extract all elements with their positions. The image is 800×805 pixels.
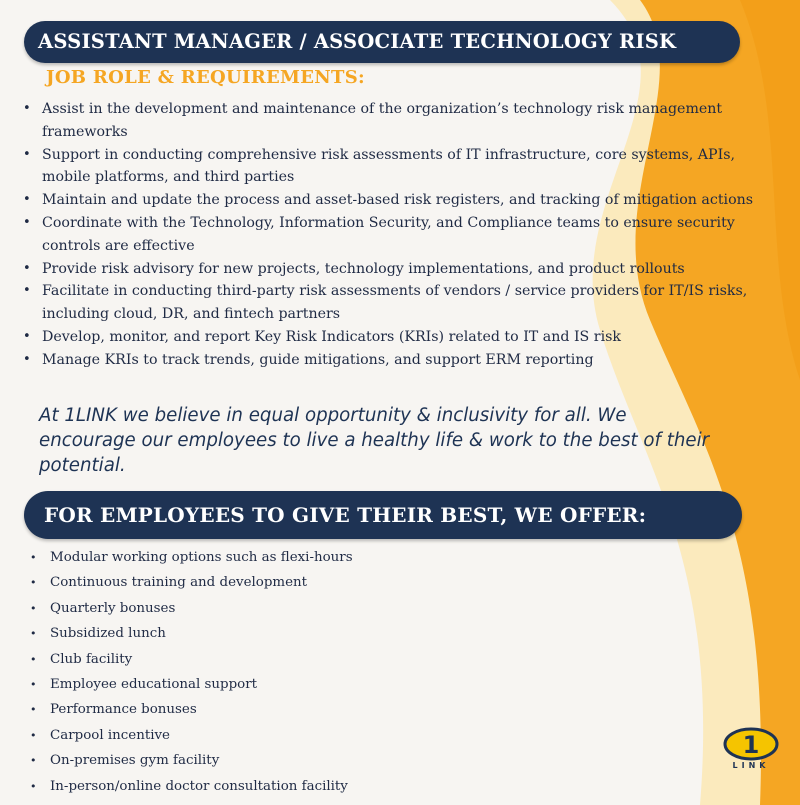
- list-item: • Employee educational support: [28, 672, 548, 697]
- job-title-banner: ASSISTANT MANAGER / ASSOCIATE TECHNOLOGY RISK: [24, 21, 740, 63]
- list-item: • Coordinate with the Technology, Information Security, and Compliance teams to ensure security controls are effective: [20, 212, 785, 258]
- list-item: • Quarterly bonuses: [28, 596, 548, 621]
- list-item: • Assist in the development and maintenance of the organization’s technology risk management frameworks: [20, 98, 785, 144]
- list-item: • Develop, monitor, and report Key Risk Indicators (KRIs) related to IT and IS risk: [20, 326, 785, 349]
- inclusivity-statement: At 1LINK we believe in equal opportunity & inclusivity for all. We encourage our employees to live a healthy life & work to the best of their potential.: [39, 405, 710, 476]
- list-item: • In-person/online doctor consultation facility: [28, 774, 548, 799]
- list-item: • Maintain and update the process and asset-based risk registers, and tracking of mitigation actions: [20, 189, 785, 212]
- benefits-list: [28, 545, 548, 799]
- list-item: • Facilitate in conducting third-party risk assessments of vendors / service providers for IT/IS risks, including cloud, DR, and fintech partners: [20, 280, 785, 326]
- list-item: • Continuous training and development: [28, 570, 548, 595]
- list-item: • Carpool incentive: [28, 723, 548, 748]
- list-item: • Club facility: [28, 647, 548, 672]
- list-item: • Manage KRIs to track trends, guide mitigations, and support ERM reporting: [20, 349, 785, 372]
- list-item: • Subsidized lunch: [28, 621, 548, 646]
- list-item: • Provide risk advisory for new projects, technology implementations, and product rollouts: [20, 258, 785, 281]
- logo-wordmark: LINK: [732, 761, 770, 770]
- list-item: • Support in conducting comprehensive risk assessments of IT infrastructure, core systems, APIs, mobile platforms, and third parties: [20, 144, 785, 190]
- list-item: • On-premises gym facility: [28, 748, 548, 773]
- list-item: • Modular working options such as flexi-hours: [28, 545, 548, 570]
- job-role-heading: JOB ROLE & REQUIREMENTS:: [46, 67, 365, 88]
- list-item: • Performance bonuses: [28, 697, 548, 722]
- benefits-banner: FOR EMPLOYEES TO GIVE THEIR BEST, WE OFFER:: [24, 491, 742, 539]
- logo-mark: 1: [742, 731, 760, 759]
- requirements-list: [20, 98, 785, 372]
